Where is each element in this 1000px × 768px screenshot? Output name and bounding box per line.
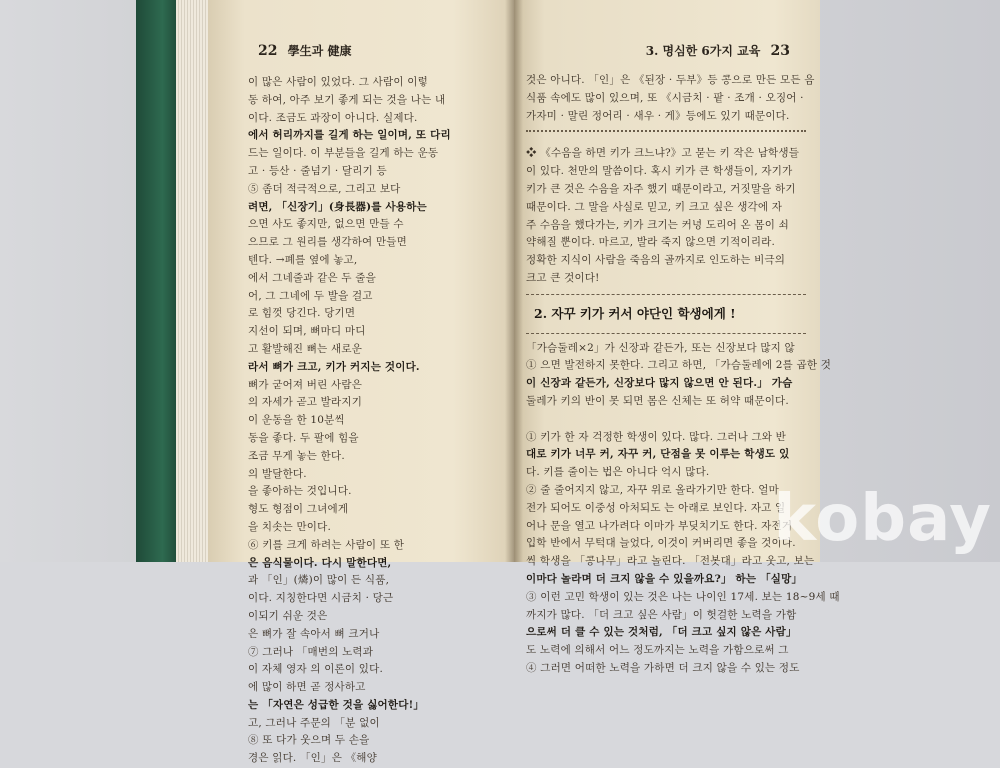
left-page-number: 22	[258, 43, 278, 59]
left-running-head: 學生과 健康	[287, 44, 352, 58]
text-line: 고 · 등산 · 줄넘기 · 달리기 등	[248, 164, 387, 177]
text-line: 이다. 지칭한다면 시금치 · 당근	[248, 592, 394, 605]
text-line: 으면 사도 좋지만, 없으면 만들 수	[248, 218, 404, 231]
text-line: ① 으면 발전하지 못한다. 그리고 하면, 「가슴둘레에 2를 곱한 것	[526, 359, 832, 372]
right-top-paragraph	[526, 72, 815, 125]
text-line: ⑤ 좀더 적극적으로, 그리고 보다	[248, 182, 401, 195]
text-line: 텐다. →폐를 옆에 놓고,	[248, 253, 358, 266]
right-page-text	[526, 72, 840, 678]
section-title-box: 2. 자꾸 키가 커서 야단인 학생에게 !	[526, 294, 806, 334]
book-gutter-shadow	[505, 0, 523, 562]
text-line: 이 있다. 천만의 말씀이다. 혹시 키가 큰 학생들이, 자기가	[526, 165, 793, 178]
text-line: 경은 읽다. 「인」은 《해양	[248, 752, 377, 765]
text-line: ⑥ 키를 크게 하려는 사람이 또 한	[248, 538, 405, 551]
text-line: 은 뼈가 잘 속아서 뼈 크거나	[248, 627, 380, 640]
text-line: 라서 뼈가 크고, 키가 커지는 것이다.	[248, 360, 420, 373]
text-line: 둘레가 키의 반이 못 되면 몸은 신체는 또 허약 때문이다.	[526, 394, 789, 407]
text-line	[526, 411, 806, 429]
left-page	[208, 0, 514, 765]
text-line: 이마다 놀라며 더 크지 않을 수 있을까요?」 하는 「실망」	[526, 572, 803, 585]
text-line: 크고 큰 것이다!	[526, 271, 600, 284]
right-running-head: 3. 명심한 6가지 교육	[645, 44, 761, 58]
text-line: 키가 큰 것은 수음을 자주 했기 때문이라고, 거짓말을 하기	[526, 182, 796, 195]
right-page-header	[646, 42, 796, 59]
text-line: 뼈가 굳어져 버린 사람은	[248, 378, 363, 391]
text-line: 으로써 더 클 수 있는 것처럼, 「더 크고 싶지 않은 사람」	[526, 626, 797, 639]
text-line: 는 「자연은 성급한 것을 싫어한다!」	[248, 698, 425, 711]
text-line: 로 힘껏 당긴다. 당기면	[248, 307, 356, 320]
text-line: ④ 그러면 어떠한 노력을 가하면 더 크지 않을 수 있는 정도	[526, 661, 800, 674]
text-line: 에서 허리까지를 길게 하는 일이며, 또 다리	[248, 129, 451, 142]
text-line: 「가슴둘레×2」가 신장과 같든가, 또는 신장보다 많지 않	[526, 341, 795, 354]
text-line: ⑦ 그러나 「매번의 노력과	[248, 645, 374, 658]
right-page	[514, 0, 840, 674]
text-line: 과 「인」(燐)이 많이 든 식품,	[248, 574, 390, 587]
text-line: 으므로 그 원리를 생각하여 만들면	[248, 236, 407, 249]
text-line: 동을 좋다. 두 팔에 힘을	[248, 431, 359, 444]
text-line: 정확한 지식이 사람을 죽음의 골까지로 인도하는 비극의	[526, 254, 786, 267]
text-line: 때문이다. 그 말을 사실로 믿고, 키 크고 싶은 생각에 자	[526, 200, 783, 213]
text-line: 다. 키를 줄이는 법은 아니다 억시 많다.	[526, 466, 710, 479]
text-line: 까지가 많다. 「더 크고 싶은 사람」이 헛걸한 노력을 가함	[526, 608, 797, 621]
text-line: 려면, 「신장기」(身長器)를 사용하는	[248, 200, 427, 213]
text-line: ❖ 《수음을 하면 키가 크느냐?》고 묻는 키 작은 남학생들	[526, 147, 800, 160]
page-edges	[176, 0, 212, 562]
text-line: 이 자체 영자 의 이론이 있다.	[248, 663, 383, 676]
text-line: 어, 그 그네에 두 발을 걸고	[248, 289, 373, 302]
text-line: 에서 그네줄과 같은 두 줄을	[248, 271, 376, 284]
text-line: 대로 키가 너무 커, 자꾸 커, 단점을 못 이루는 학생도 있	[526, 448, 790, 461]
text-line: 지선이 되며, 뼈마디 마디	[248, 325, 366, 338]
text-line: 도 노력에 의해서 어느 정도까지는 노력을 가함으로써 그	[526, 644, 789, 657]
text-line: 것은 아니다. 「인」은 《된장 · 두부》등 콩으로 만든 모든 음	[526, 74, 815, 86]
text-line: ③ 이런 고민 학생이 있는 것은 나는 나이인 17세. 보는 18~9세 때	[526, 590, 840, 603]
text-line: 이 신장과 같든가, 신장보다 많지 않으면 안 된다.」 가슴	[526, 377, 793, 390]
text-line: 주 수음을 했다가는, 키가 크기는 커녕 도리어 온 몸이 쇠	[526, 218, 789, 231]
text-line: 을 좋아하는 것입니다.	[248, 485, 352, 498]
right-bottom-text	[526, 340, 840, 678]
text-line: ① 키가 한 자 걱정한 학생이 있다. 많다. 그러나 그와 반	[526, 430, 787, 443]
text-line: ⑧ 또 다가 웃으며 두 손을	[248, 734, 370, 747]
text-line: 조금 무게 놓는 한다.	[248, 449, 345, 462]
text-line: 어나 문을 열고 나가려다 이마가 부딪치기도 한다. 자전거	[526, 519, 793, 532]
text-line: 식품 속에도 많이 있으며, 또 《시금치 · 팥 · 조개 · 오징어 ·	[526, 91, 804, 104]
text-line: 이되기 쉬운 것은	[248, 609, 328, 622]
section-note	[526, 145, 806, 287]
text-line: 드는 일이다. 이 부분들을 길게 하는 운동	[248, 147, 439, 160]
text-line: 고, 그러나 주문의 「분 없이	[248, 716, 380, 729]
text-line: 형도 형점이 그녀에게	[248, 503, 349, 516]
text-line: 이 운동을 한 10분씩	[248, 414, 345, 427]
text-line: ② 줄 줄어지지 않고, 자꾸 위로 올라가기만 한다. 얼마	[526, 483, 779, 496]
right-page-number: 23	[770, 43, 790, 59]
text-line: 동 하여, 아주 보기 좋게 되는 것을 나는 내	[248, 93, 446, 106]
text-line: 고 활발해진 뼈는 새로운	[248, 342, 363, 355]
text-line: 입학 반에서 무턱대 늘었다, 이것이 커버리면 좋을 것이다.	[526, 537, 796, 550]
text-line: 전가 되어도 이중성 아처되도 는 아래로 보인다. 자고 일	[526, 501, 786, 514]
text-line: 을 치솟는 만이다.	[248, 520, 332, 533]
text-line: 약해질 뿐이다. 마르고, 발라 죽지 않으면 기적이리라.	[526, 236, 776, 249]
text-line: 이 많은 사람이 있었다. 그 사람이 이렇	[248, 76, 428, 88]
text-line: 이다. 조금도 과장이 아니다. 실제다.	[248, 111, 418, 124]
left-page-header	[252, 42, 351, 59]
text-line: 의 자세가 곧고 발라지기	[248, 396, 363, 409]
text-line: 에 많이 하면 곧 정사하고	[248, 681, 366, 694]
text-line: 씩 학생을 「콩나무」라고 놀린다. 「전봇대」라고 웃고, 보는	[526, 555, 815, 568]
text-line: 은 음식물이다. 다시 말한다면,	[248, 556, 392, 569]
dotted-divider	[526, 130, 806, 140]
watermark: kobay	[773, 482, 992, 556]
text-line: 가자미 · 말린 정어리 · 새우 · 게》등에도 있기 때문이다.	[526, 109, 790, 122]
left-page-text	[248, 74, 510, 768]
text-line: 의 발달한다.	[248, 467, 307, 480]
